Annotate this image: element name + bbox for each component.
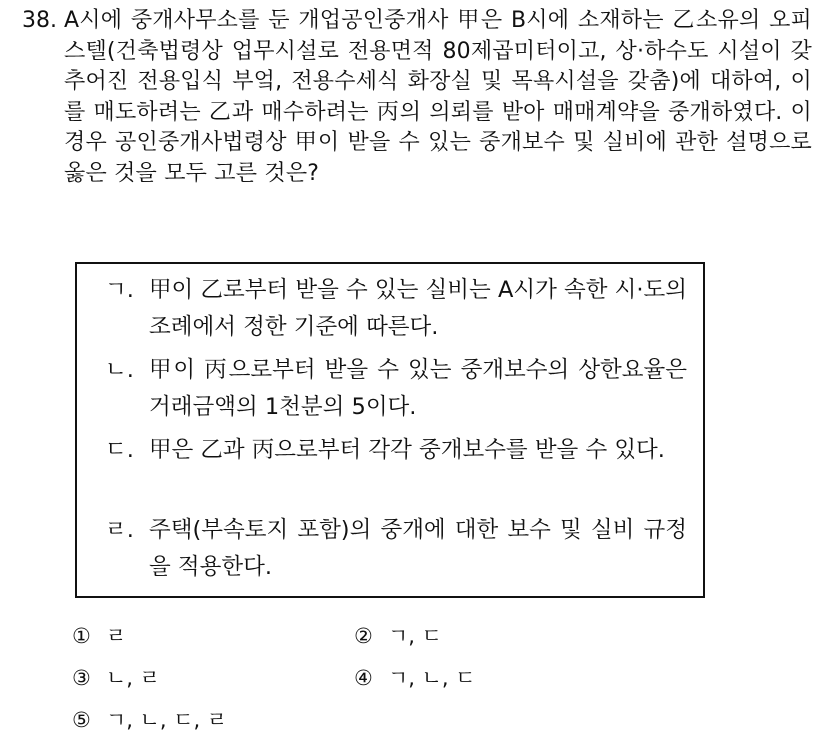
choice-text: ㄱ, ㄷ: [388, 624, 442, 648]
choice-number: ③: [72, 666, 91, 690]
choice-number: ⑤: [72, 708, 91, 732]
choice-text: ㄴ, ㄹ: [106, 666, 160, 690]
answer-choice-2[interactable]: [354, 622, 442, 650]
statement-item: [105, 432, 687, 469]
answer-choice-3[interactable]: [72, 664, 160, 692]
statement-text: 甲이 丙으로부터 받을 수 있는 중개보수의 상한요율은 거래금액의 1천분의 5이다.: [149, 357, 687, 420]
statement-box: [75, 262, 705, 598]
statement-text: 甲은 乙과 丙으로부터 각각 중개보수를 받을 수 있다.: [149, 437, 665, 463]
statement-marker: ㄱ.: [105, 277, 134, 303]
question-text: A시에 중개사무소를 둔 개업공인중개사 甲은 B시에 소재하는 乙소유의 오피스텔(건축법령상 업무시설로 전용면적 80제곱미터이고, 상·하수도 시설이 갖추어진 전용입식 부엌, 전용수세식 화장실 및 목욕시설을 갖춤)에 대하여, 이를 매도하려는 乙과 매수하려는 丙의 의뢰를 받아 매매계약을 중개하였다. 이 경우 공인중개사법령상 甲이 받을 수 있는 중개보수 및 실비에 관한 설명으로 옳은 것을 모두 고른 것은?: [64, 8, 812, 186]
choice-number: ①: [72, 624, 91, 648]
choice-text: ㄱ, ㄴ, ㄷ: [388, 666, 476, 690]
statement-text: 주택(부속토지 포함)의 중개에 대한 보수 및 실비 규정을 적용한다.: [149, 517, 687, 580]
question: [22, 6, 812, 189]
choice-text: ㄱ, ㄴ, ㄷ, ㄹ: [106, 708, 228, 732]
choice-text: ㄹ: [106, 624, 127, 648]
statement-item: [105, 272, 687, 346]
statement-item: [105, 352, 687, 426]
answer-choice-5[interactable]: [72, 706, 227, 734]
statement-text: 甲이 乙로부터 받을 수 있는 실비는 A시가 속한 시·도의 조례에서 정한 기준에 따른다.: [149, 277, 687, 340]
answer-choice-1[interactable]: [72, 622, 126, 650]
answer-choice-4[interactable]: [354, 664, 476, 692]
statement-marker: ㄷ.: [105, 437, 134, 463]
statement-marker: ㄹ.: [105, 517, 134, 543]
choice-number: ②: [354, 624, 373, 648]
choice-number: ④: [354, 666, 373, 690]
question-number: 38.: [22, 8, 57, 33]
statement-marker: ㄴ.: [105, 357, 134, 383]
statement-item: [105, 512, 687, 586]
